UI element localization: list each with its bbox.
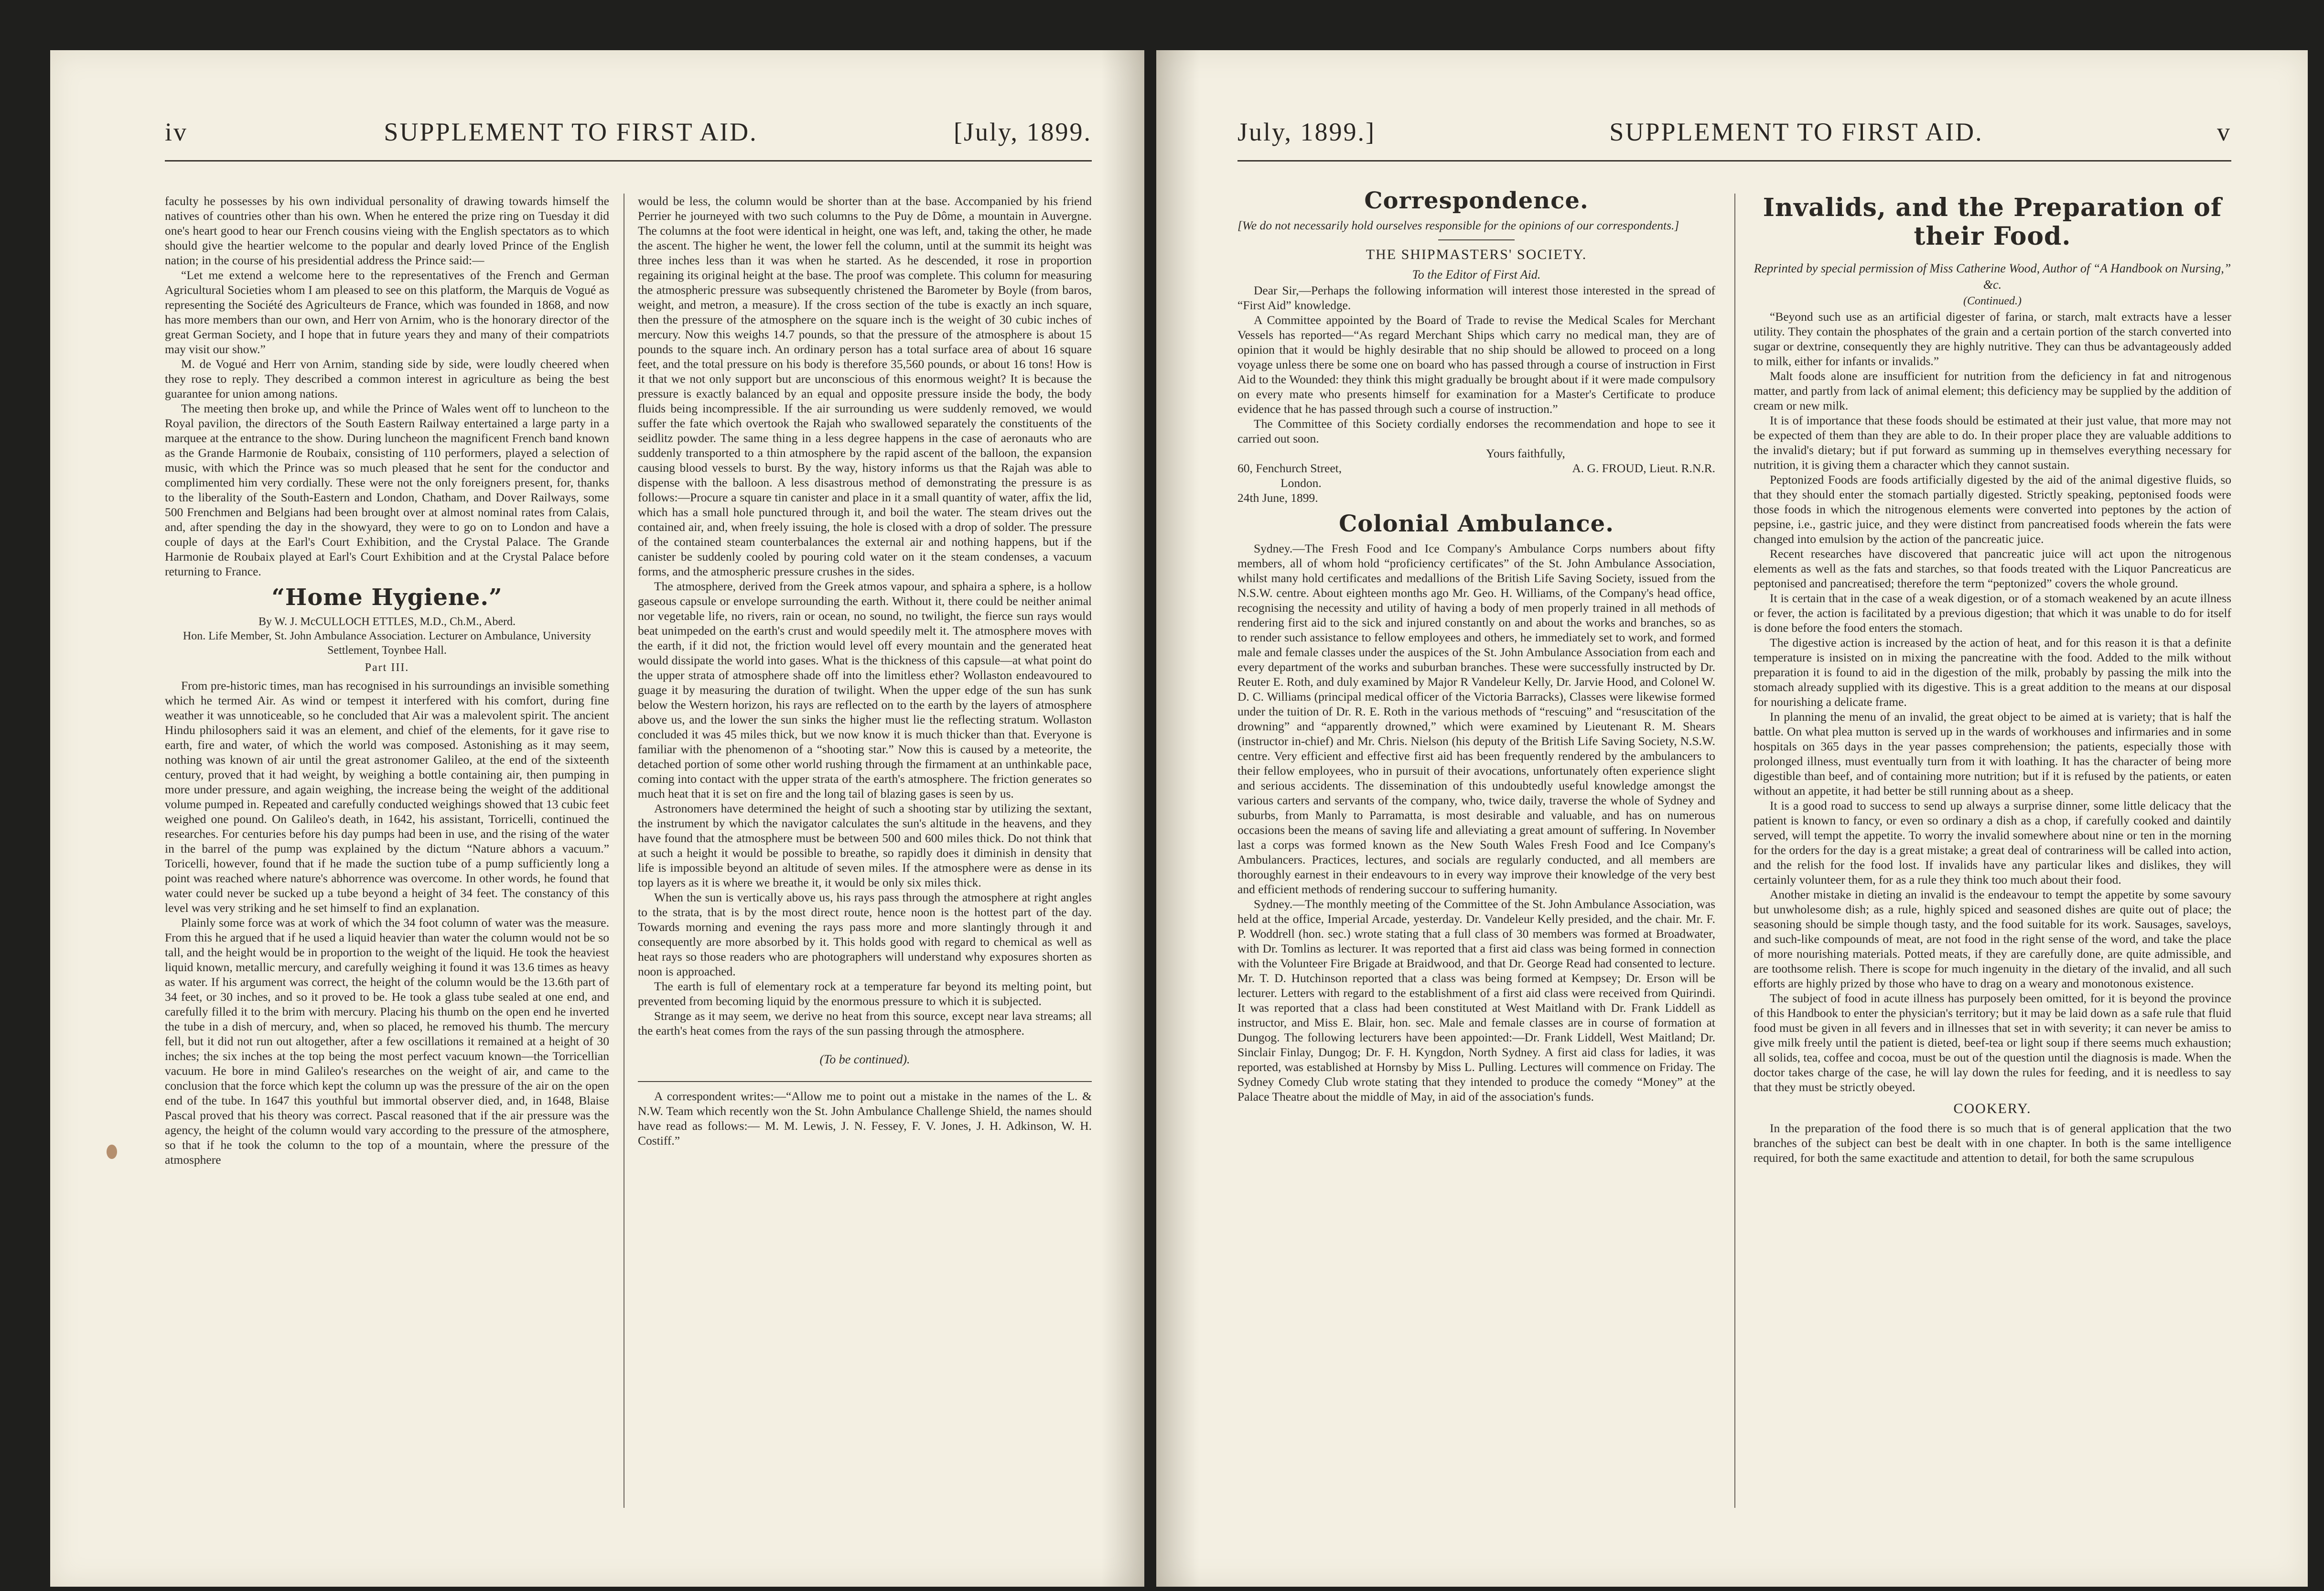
paragraph: The Committee of this Society cordially endorses the recommendation and hope to see it carried out soon.	[1237, 417, 1715, 445]
paragraph: In the preparation of the food there is so much that is of general application that the two branches of the subject can best be dealt with in one chapter. In both is the same intelligence required, for both the same exactitude and attention to detail, for both the same scrupulous	[1754, 1121, 2231, 1165]
paragraph: M. de Vogué and Herr von Arnim, standing side by side, were loudly cheered when they rose to reply. They described a common interest in agriculture as being the best guarantee for union among nations.	[165, 357, 609, 400]
editorial-disclaimer: [We do not necessarily hold ourselves responsible for the opinions of our correspondents.]	[1237, 218, 1679, 232]
divider	[1438, 239, 1515, 240]
paragraph: When the sun is vertically above us, his rays pass through the atmosphere at right angles to the strata, that is by the most direct route, hence noon is the hottest part of the day. Towards morning and evening the rays pass more and more slantingly through it and consequently are more absorbed by it. This holds good with regard to chemical as well as heat rays so those readers who are photographers will understand why exposures shorten as noon is approached.	[638, 890, 1092, 978]
paragraph: The meeting then broke up, and while the Prince of Wales went off to luncheon to the Royal pavilion, the directors of the South Eastern Railway entertained a large party in a marquee at the entrance to the show. During luncheon the magnificent French band known as the Grande Harmonie de Roubaix, consisting of 110 performers, played a selection of music, with which the Prince was so much pleased that he sent for the conductor and complimented him very cordially. These were not the only foreigners present, for, thanks to the liberality of the South-Eastern and London, Chatham, and Dover Railways, some 500 Frenchmen and Belgians had been brought over at almost nominal rates from Calais, and, after spending the day in the showyard, they were to go on to London and have a couple of days at the Earl's Court Exhibition, and the Crystal Palace. The Grande Harmonie de Roubaix played at Earl's Court Exhibition and at the Crystal Palace before returning to France.	[165, 401, 609, 578]
paragraph: Malt foods alone are insufficient for nutrition from the deficiency in fat and nitrogenous matter, and partly from lack of animal element; this deficiency may be supplied by the addition of cream or new milk.	[1754, 369, 2231, 412]
byline-affiliation: Hon. Life Member, St. John Ambulance Association. Lecturer on Ambulance, University Settlement, Toynbee Hall.	[183, 630, 592, 657]
page-number: iv	[165, 118, 188, 146]
paragraph: The subject of food in acute illness has purposely been omitted, for it is beyond the province of this Handbook to enter the physician's territory; but it may be laid down as a safe rule that fluid food must be given in all fevers and in illnesses that set in with severity; it can never be amiss to give milk freely until the patient is dieted, beef-tea or light soup if there seems much exhaustion; all solids, tea, coffee and cocoa, must be out of the question until the diagnosis is made. When the doctor takes charge of the case, he will lay down the rules for feeding, and it is needless to say that they must be strictly obeyed.	[1754, 991, 2231, 1094]
paragraph: Strange as it may seem, we derive no heat from this source, except near lava streams; all the earth's heat comes from the rays of the sun passing through the atmosphere.	[638, 1009, 1092, 1038]
subheading-cookery: COOKERY.	[1953, 1101, 2032, 1116]
paragraph: Recent researches have discovered that pancreatic juice will act upon the nitrogenous elements as well as the fats and starches, so that foods treated with the Liquor Pancreaticus are peptonised and pancreatised; therefore the term “peptonized” covers the whole ground.	[1754, 547, 2231, 590]
letter-signature-row	[1237, 461, 1715, 476]
paragraph: The earth is full of elementary rock at a temperature far beyond its melting point, but prevented from becoming liquid by the enormous pressure to which it is subjected.	[638, 979, 1092, 1008]
running-title: SUPPLEMENT TO FIRST AID.	[384, 118, 758, 146]
part-label: Part III.	[365, 661, 409, 674]
left-column-1	[165, 194, 609, 1167]
correspondent-note: A correspondent writes:—“Allow me to point out a mistake in the names of the L. & N.W. Team which recently won the St. John Ambulance Challenge Shield, the names should have read as follows:— M. M. Lewis, J. N. Fessey, F. V. Jones, J. H. Adkinson, W. H. Costiff.”	[638, 1081, 1092, 1148]
section-heading-colonial: Colonial Ambulance.	[1339, 510, 1614, 537]
column-rule	[1734, 194, 1735, 1508]
right-column-2	[1754, 194, 2231, 1165]
paragraph: Sydney.—The monthly meeting of the Committee of the St. John Ambulance Association, was held at the office, Imperial Arcade, yesterday. Dr. Vandeleur Kelly presided, and the chair. Mr. F. P. Woddrell (hon. sec.) wrote stating that a full class of 30 members was formed at Broadwater, with Dr. Tomlins as lecturer. It was reported that a first aid class was being formed in connection with the Volunteer Fire Brigade at Braidwood, and that Dr. George Read had consented to lecture. Mr. T. D. Hutchinson reported that a class was being formed at Kempsey; Dr. Erson will be lecturer. Letters with regard to the establishment of a first aid class were received from Quirindi. It was reported that a class had been constituted at West Maitland with Dr. Frank Liddell as instructor, and Miss E. Blair, hon. sec. Male and female classes are in course of formation at Dungog. The following lecturers have been appointed:—Dr. Frank Liddell, West Maitland; Dr. Sinclair Finlay, Dungog; Dr. F. H. Kyngdon, North Sydney. A first aid class for ladies, it was reported, was established at Hornsby by Miss L. Pulling. Lectures will commence on Friday. The Sydney Comedy Club wrote stating that they intended to produce the comedy “Money” at the Palace Theatre about the middle of May, in aid of the association's funds.	[1237, 897, 1715, 1104]
paragraph: faculty he possesses by his own individual personality of drawing towards himself the natives of countries other than his own. When he entered the prize ring on Tuesday it did one's heart good to hear our French cousins vieing with the English spectators as to which should give the heartier welcome to the popular and dearly loved Prince of the English nation; in the course of his presidential address the Prince said:—	[165, 194, 609, 267]
issue-date: July, 1899.]	[1237, 118, 1376, 146]
paragraph: The atmosphere, derived from the Greek atmos vapour, and sphaira a sphere, is a hollow gaseous capsule or envelope surrounding the earth. Without it, there could be neither animal nor vegetable life, no rivers, rain or ocean, no sound, no twilight, the fierce sun rays would beat unimpeded on the earth's crust and would speedily melt it. The atmosphere moves with the earth, if it did not, the friction would level off every mountain and the generated heat would dissipate the world into gases. What is the thickness of this capsule—at what point do the upper strata of atmosphere shade off into the limitless ether? Wollaston endeavoured to guage it by measuring the duration of twilight. When the upper edge of the sun has sunk below the Western horizon, his rays are reflected on to the earth by the layers of atmosphere above us, and the lower the sun sinks the higher must lie the reflecting stratum. Wollaston concluded it was 45 miles thick, but we now know it is much thicker than that. Everyone is familiar with the phenomenon of a “shooting star.” Now this is caused by a meteorite, the detached portion of some other world rushing through the firmament at an unthinkable pace, coming into contact with the upper strata of the earth's atmosphere. The friction generates so much heat that it is set on fire and the long tail of blazing gases is seen by us.	[638, 579, 1092, 801]
paragraph: Sydney.—The Fresh Food and Ice Company's Ambulance Corps numbers about fifty members, all of whom hold “proficiency certificates” of the St. John Ambulance Association, whilst many hold certificates and medallions of the British Life Saving Society, issued from the N.S.W. centre. About eighteen months ago Mr. Geo. H. Williams, of the Company's head office, recognising the necessity and utility of having a body of men properly trained in all methods of rendering first aid to the sick and injured constantly on and about the works and branches, so as to render such assistance to fellow employees and others, he immediately set to work, and formed male and female classes under the auspices of the St. John Ambulance Association from each and every department of the works and suburban branches. These were successfully instructed by Dr. Reuter E. Roth, and duly examined by Major R Vandeleur Kelly, Dr. Jarvie Hood, and Colonel W. D. C. Williams (principal medical officer of the Victoria Barracks), Classes were likewise formed under the tuition of Dr. R. E. Roth in the various methods of “rescuing” and “resuscitation of the drowning” and “apparently drowned,” which were examined by Lieutenant R. M. Shears (instructor in-chief) and Mr. Chris. Nielson (his deputy of the British Life Saving Society, N.S.W. centre. Very efficient and effective first aid has been frequently rendered by the ambulancers to their fellow employees, who in pursuit of their avocations, unfortunately often experience slight and serious accidents. The dissemination of this undoubtedly useful knowledge amongst the various carters and servants of the company, who, twice daily, traverse the whole of Sydney and suburbs, from Manly to Parramatta, is most desirable and valuable, and has on numerous occasions been the means of saving life and alleviating a great amount of suffering. In November last a corps was formed known as the New South Wales Fresh Food and Ice Company's Ambulancers. Practices, lectures, and socials are regularly conducted, and all members are thoroughly earnest in their endeavours to in every way improve their knowledge of the very best and efficient methods of rendering succour to suffering humanity.	[1237, 541, 1715, 896]
continued-label: (Continued.)	[1963, 295, 2022, 307]
left-page	[50, 50, 1144, 1587]
issue-date: [July, 1899.	[953, 118, 1092, 146]
right-page	[1156, 50, 2308, 1587]
reprint-credit: Reprinted by special permission of Miss Catherine Wood, Author of “A Handbook on Nursing,” &c.	[1754, 261, 2231, 292]
byline: By W. J. McCULLOCH ETTLES, M.D., Ch.M., Aberd.	[258, 616, 516, 628]
to-be-continued: (To be continued).	[819, 1052, 910, 1066]
section-heading-correspondence: Correspondence.	[1364, 187, 1589, 214]
paragraph: From pre-historic times, man has recognised in his surroundings an invisible something which he termed Air. As wind or tempest it interfered with his comfort, during fine weather it was unnoticeable, so he concluded that Air was a malevolent spirit. The ancient Hindu philosophers said it was an element, and chief of the elements, for it gave rise to earth, fire and water, of which the world was composed. Astonishing as it may seem, nothing was known of air until the great astronomer Galileo, at the end of the sixteenth century, proved that it had weight, by weighing a bottle containing air, then pumping in more under pressure, and again weighing, the increase being the weight of the additional volume pumped in. Repeated and carefully conducted weighings showed that 13 cubic feet weighed one pound. On Galileo's death, in 1642, his assistant, Torricelli, continued the researches. For centuries before his day pumps had been in use, and the rising of the water in the barrel of the pump was explained by the dictum “Nature abhors a vacuum.” Toricelli, however, found that if he made the suction tube of a pump sufficiently long a point was reached where nature's abhorrence was overcome. In other words, he found that water could never be sucked up a tube beyond a height of 34 feet. The constancy of this level was very striking and he set himself to find an explanation.	[165, 679, 609, 915]
letter-closing: Yours faithfully,	[1486, 446, 1565, 460]
paragraph: Dear Sir,—Perhaps the following information will interest those interested in the spread of “First Aid” knowledge.	[1237, 283, 1715, 312]
left-column-2	[638, 194, 1092, 1148]
paragraph: would be less, the column would be shorter than at the base. Accompanied by his friend Perrier he journeyed with two such columns to the Puy de Dôme, a mountain in Auvergne. The columns at the foot were identical in height, one was left, and, taking the other, he made the ascent. The higher he went, the lower fell the column, until at the summit its height was three inches less than it was when he started. As he descended, it rose in proportion regaining its original height at the base. The proof was complete. This column for measuring the atmospheric pressure was subsequently christened the Barometer by Boyle (from baros, weight, and metron, a measure). If the cross section of the tube is exactly an inch square, then the pressure of the atmosphere on the square inch is the weight of 30 cubic inches of mercury. Now this weighs 14.7 pounds, so that the pressure of the atmosphere is about 15 pounds to the square inch. An ordinary person has a total surface area of about 16 square feet, and the total pressure on his body is therefore 35,560 pounds, or about 16 tons! How is it that we not only support but are unconscious of this enormous weight? It is because the pressure is exactly balanced by an equal and opposite pressure inside the body, the body fluids being incompressible. If the air surrounding us were suddenly removed, we would suffer the fate which overtook the Rajah who swallowed separately the constituents of the seidlitz powder. The same thing in a less degree happens in the case of aeronauts who are suddenly transported to a thin atmosphere by the rapid ascent of the balloon, the expansion causing blood vessels to burst. By the way, history informs us that the Rajah was able to dispense with the balloon. A less disastrous method of demonstrating the pressure is as follows:—Procure a square tin canister and place in it a small quantity of water, affix the lid, which has a small hole punctured through it, and boil the water. The steam drives out the contained air, and, when freely issuing, the hole is closed with a drop of solder. The pressure of the contained steam counterbalances the external air and nothing happens, but if the canister be suddenly cooled by pouring cold water on it the steam condenses, a vacuum forms, and the atmospheric pressure crushes in the sides.	[638, 194, 1092, 578]
paragraph: “Let me extend a welcome here to the representatives of the French and German Agricultural Societies whom I am pleased to see on this platform, the Marquis de Vogué as representing the Société des Agriculteurs de France, which was founded in 1868, and now has more members than our own, and Herr von Arnim, who is the honorary director of the great German Society, and I hope that in future years they and many of their compatriots may visit our show.”	[165, 268, 609, 356]
letter-addressee: To the Editor of First Aid.	[1412, 268, 1541, 281]
paragraph: A Committee appointed by the Board of Trade to revise the Medical Scales for Merchant Vessels has reported—“As regard Merchant Ships which carry no medical man, they are of opinion that it would be highly desirable that no ship should be allowed to proceed on a long voyage unless there be some one on board who has passed through a course of instruction in First Aid to the Wounded: they think this might gradually be brought about if it were made compulsory on every mate who presents himself for examination for a Master's Certificate to produce evidence that he has passed through such a course of instruction.”	[1237, 313, 1715, 416]
paragraph: Another mistake in dieting an invalid is the endeavour to tempt the appetite by some savoury but unwholesome dish; as a rule, highly spiced and seasoned dishes are quite out of place; the seasoning should be simple though tasty, and the food suitable for its work. Sausages, saveloys, and such-like compounds of meat, are not food in the right sense of the word, and take the place of more nourishing materials. Potted meats, if they are carefully done, are quite admissible, and are toothsome relish. There is scope for much ingenuity in the dietary of the invalid, and all such efforts are highly prized by those who have to drag on a weary and monotonous existence.	[1754, 887, 2231, 990]
paragraph: Astronomers have determined the height of such a shooting star by utilizing the sextant, the instrument by which the navigator calculates the sun's altitude in the heavens, and they have found that the atmosphere must be between 500 and 600 miles thick. Do not think that at such a height it would be possible to breathe, so rapidly does it diminish in density that life is impossible beyond an altitude of seven miles. If the atmosphere were as dense in its top layers as it is where we breathe it, it would be only six miles thick.	[638, 801, 1092, 889]
paragraph: The digestive action is increased by the action of heat, and for this reason it is that a definite temperature is insisted on in mixing the pancreatine with the food. Added to the milk without preparation it is found to aid in the digestion of the milk, probably by passing the milk into the stomach already supplied with its digestive. This is a great addition to the means at our disposal for nourishing a delicate frame.	[1754, 636, 2231, 709]
page-number: v	[2217, 118, 2231, 146]
letter-city: London.	[1280, 476, 1322, 490]
running-head	[1237, 117, 2231, 162]
letter-signatory: A. G. FROUD, Lieut. R.N.R.	[1572, 461, 1715, 475]
running-title: SUPPLEMENT TO FIRST AID.	[1609, 118, 1983, 146]
letter-date: 24th June, 1899.	[1237, 491, 1318, 505]
paragraph: It is certain that in the case of a weak digestion, or of a stomach weakened by an acute illness or fever, the action is facilitated by a previous digestion; that which it was unable to do for itself is done before the food enters the stomach.	[1754, 591, 2231, 635]
paragraph: It is a good road to success to send up always a surprise dinner, some little delicacy that the patient is known to fancy, or even so ordinary a dish as a chop, if carefully cooked and daintily served, will tempt the appetite. To worry the invalid somewhere about nine or ten in the morning for the orders for the day is a great mistake; a great deal of contrariness will be called into action, and the relish for the food lost. If invalids have any particular likes and dislikes, they will certainly volunteer them, for as a rule they think too much about their food.	[1754, 799, 2231, 887]
paragraph: “Beyond such use as an artificial digester of farina, or starch, malt extracts have a lesser utility. They contain the phosphates of the grain and a certain portion of the starch converted into sugar or dextrine, consequently they are highly nutritive. They can thus be advantageously added to milk, either for infants or invalids.”	[1754, 310, 2231, 368]
gutter-shadow	[1156, 50, 1199, 1587]
paragraph: In planning the menu of an invalid, the great object to be aimed at is variety; that is half the battle. On what plea mutton is served up in the wards of workhouses and infirmaries and in some hospitals on 365 days in the year passes comprehension; the patients, especially those with prolonged illness, must eventually turn from it with loathing. It has the character of being more digestible than beef, and of containing more nutrition; but if it is refused by the patients, or eaten without an appetite, it had better be still running about as a sheep.	[1754, 710, 2231, 798]
letter-subhead: THE SHIPMASTERS' SOCIETY.	[1366, 247, 1587, 262]
gutter-shadow	[1101, 50, 1144, 1587]
article-heading: “Home Hygiene.”	[271, 584, 503, 611]
letter-address: 60, Fenchurch Street,	[1237, 461, 1342, 475]
paragraph: Plainly some force was at work of which the 34 foot column of water was the measure. From this he argued that if he used a liquid heavier than water the column would not be so tall, and the height would be in proportion to the weight of the liquid. He took the heaviest liquid known, metallic mercury, and carefully weighing it found it was 13.6 times as heavy as water. If his argument was correct, the height of the column would be the 13.6th part of 34 feet, or 30 inches, and so it proved to be. He took a glass tube sealed at one end, and carefully filled it to the brim with mercury. Placing his thumb on the open end he inverted the tube in a dish of mercury, and, when so placed, he removed his thumb. The mercury fell, but it did not run out altogether, after a few oscillations it remained at a height of 30 inches; the six inches at the top being the most perfect vacuum known—the Torricellian vacuum. He bore in mind Galileo's researches on the weight of air, and came to the conclusion that the force which kept the column up was the pressure of the air on the open end of the tube. In 1647 this youthful but immortal observer died, and, in 1648, Blaise Pascal proved that his theory was correct. Pascal reasoned that if the air pressure was the agency, the height of the column would vary according to the pressure of the atmosphere, so that if he took the column to the top of a mountain, where the pressure of the atmosphere	[165, 916, 609, 1167]
running-head	[165, 117, 1092, 162]
ink-spot	[107, 1145, 117, 1159]
paragraph: Peptonized Foods are foods artificially digested by the aid of the animal digestive fluids, so that they should enter the stomach partially digested. Strictly speaking, peptonised foods were those foods in which the nitrogenous elements were converted into peptones by the action of pepsine, i.e., gastric juice, and they were distinct from pancreatised foods wherein the fats were changed into emulsion by the action of the pancreatic juice.	[1754, 473, 2231, 546]
article-heading: Invalids, and the Preparation of their Food.	[1763, 193, 2222, 251]
paragraph: It is of importance that these foods should be estimated at their just value, that more may not be expected of them than they are able to do. In their proper place they are valuable additions to the invalid's dietary; but if put forward as summing up in themselves everything necessary for nutrition, it is giving them a character which they cannot sustain.	[1754, 413, 2231, 472]
right-column-1	[1237, 187, 1715, 1104]
